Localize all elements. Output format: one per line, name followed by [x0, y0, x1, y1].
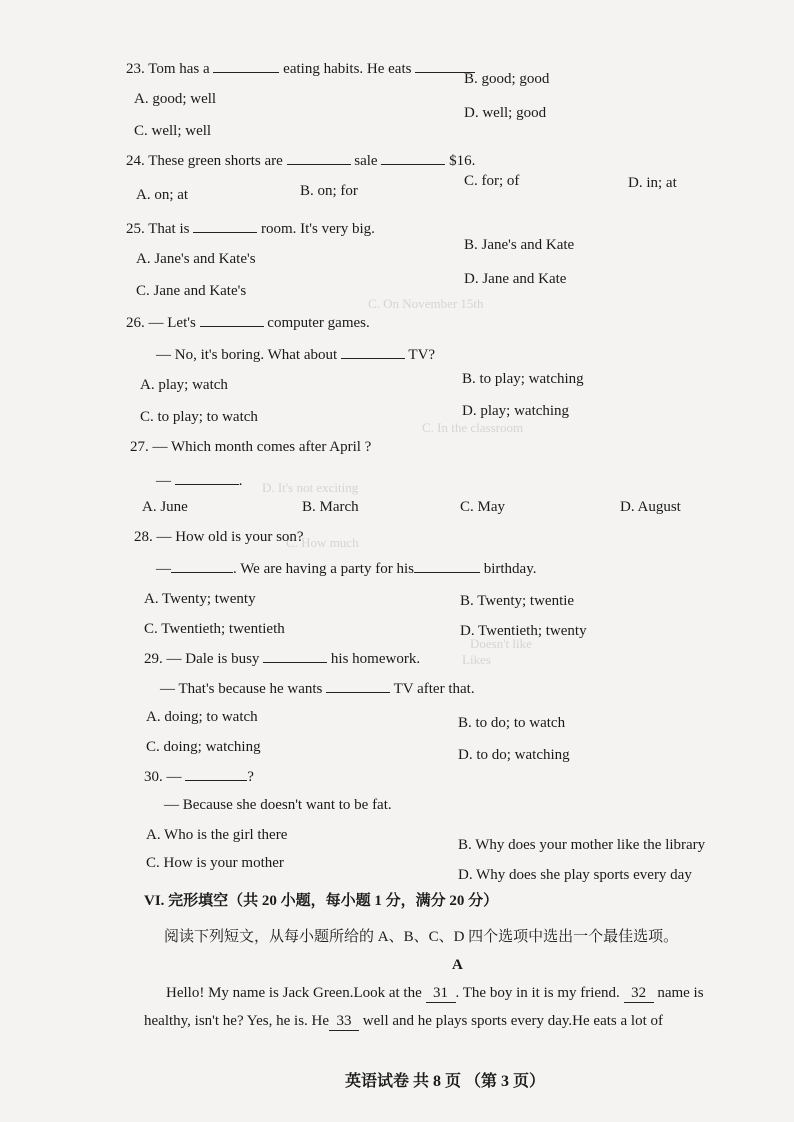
passage-line: healthy, isn't he? Yes, he is. He 33 well and he plays sports every day.He eats a lot of — [144, 1013, 663, 1029]
bleed-text: C. On November 15th — [368, 296, 484, 311]
option-d: D. to do; watching — [458, 747, 570, 763]
question-stem: 23. Tom has a eating habits. He eats — [126, 58, 475, 78]
option-a: A. Who is the girl there — [146, 827, 288, 843]
blank-32: 32 — [624, 984, 654, 1003]
option-b: B. Why does your mother like the library — [458, 837, 706, 853]
option-b: B. Jane's and Kate — [464, 237, 575, 253]
section-instruction: 阅读下列短文，从每小题所给的 A、B、C、D 四个选项中选出一个最佳选项。 — [164, 929, 679, 945]
option-a: A. on; at — [136, 187, 189, 203]
option-a: A. good; well — [134, 91, 217, 107]
question-stem: 30. — ? — [144, 766, 254, 786]
option-c: C. to play; to watch — [140, 409, 258, 425]
option-a: A. Jane's and Kate's — [136, 251, 256, 267]
question-stem: 29. — Dale is busy his homework. — [144, 648, 420, 668]
question-stem: 24. These green shorts are sale $16. — [126, 150, 475, 170]
option-b: B. Twenty; twentie — [460, 593, 575, 609]
option-b: B. March — [302, 499, 359, 515]
question-stem: 27. — Which month comes after April ? — [130, 439, 372, 455]
option-d: D. in; at — [628, 175, 677, 191]
option-b: B. on; for — [300, 183, 358, 199]
option-a: A. June — [142, 499, 188, 515]
question-stem: 26. — Let's computer games. — [126, 312, 370, 332]
option-d: D. Twentieth; twenty — [460, 623, 587, 639]
question-line2: — That's because he wants TV after that. — [160, 678, 475, 698]
question-line2: — No, it's boring. What about TV? — [156, 344, 435, 364]
bleed-text: D. It's not exciting — [262, 480, 359, 495]
question-stem: 25. That is room. It's very big. — [126, 218, 375, 238]
option-c: C. for; of — [464, 173, 520, 189]
page-footer: 英语试卷 共 8 页 （第 3 页） — [345, 1073, 546, 1090]
question-stem: 28. — How old is your son? — [134, 529, 304, 545]
option-d: D. play; watching — [462, 403, 570, 419]
question-line2: — . We are having a party for his birthday. — [156, 558, 536, 578]
option-c: C. May — [460, 499, 505, 515]
option-b: B. to play; watching — [462, 371, 584, 387]
bleed-text: Likes — [462, 652, 491, 667]
option-c: C. How is your mother — [146, 855, 284, 871]
option-c: C. Twentieth; twentieth — [144, 621, 285, 637]
question-line2: — Because she doesn't want to be fat. — [164, 797, 392, 813]
option-d: D. well; good — [464, 105, 547, 121]
option-a: A. Twenty; twenty — [144, 591, 256, 607]
blank-33: 33 — [329, 1012, 359, 1031]
passage-label: A — [452, 957, 463, 973]
option-d: D. August — [620, 499, 681, 515]
option-d: D. Jane and Kate — [464, 271, 567, 287]
option-a: A. play; watch — [140, 377, 228, 393]
passage-line: Hello! My name is Jack Green.Look at the 31 . The boy in it is my friend. 32 name is — [166, 985, 704, 1001]
option-c: C. well; well — [134, 123, 212, 139]
option-d: D. Why does she play sports every day — [458, 867, 692, 883]
bleed-text: C. How much — [286, 535, 359, 550]
section-title: VI. 完形填空（共 20 小题，每小题 1 分，满分 20 分） — [144, 893, 499, 909]
option-a: A. doing; to watch — [146, 709, 258, 725]
blank-31: 31 — [426, 984, 456, 1003]
question-line2: — . — [156, 470, 243, 490]
option-b: B. to do; to watch — [458, 715, 566, 731]
bleed-text: Doesn't like — [470, 636, 532, 651]
option-b: B. good; good — [464, 71, 550, 87]
option-c: C. Jane and Kate's — [136, 283, 247, 299]
option-c: C. doing; watching — [146, 739, 261, 755]
bleed-text: C. In the classroom — [422, 420, 524, 435]
